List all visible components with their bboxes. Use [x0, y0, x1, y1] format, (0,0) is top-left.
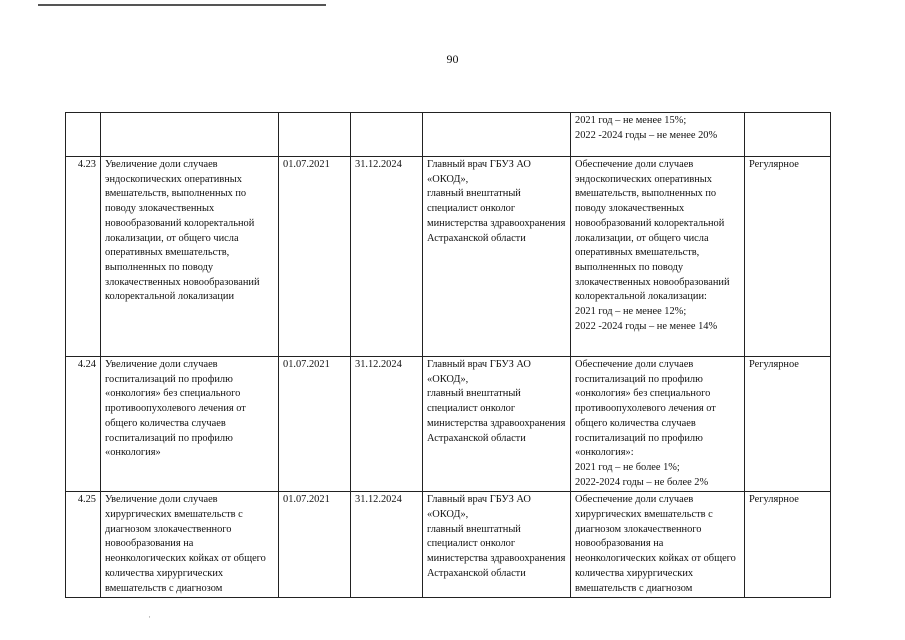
cell-num: 4.23	[66, 157, 101, 357]
cell-num: 4.25	[66, 492, 101, 598]
cell-result: Обеспечение доли случаев госпитализаций по профилю «онкология» без специального противоопухолевого лечения от общего количества случаев госпитализаций по профилю «онкология»: 2021 год – не более 1%; 2022-2024 годы – не более 2%	[571, 357, 745, 492]
cell-start	[279, 113, 351, 157]
cell-start: 01.07.2021	[279, 492, 351, 598]
cell-start: 01.07.2021	[279, 357, 351, 492]
page-number: 90	[446, 52, 459, 66]
table-row	[66, 157, 831, 357]
cell-end: 31.12.2024	[351, 357, 423, 492]
table-row	[66, 357, 831, 492]
cell-result: Обеспечение доли случаев эндоскопических оперативных вмешательств, выполненных по поводу злокачественных новообразований колоректальной локализации, от общего числа оперативных вмешательств, выполненных по поводу злокачественных новообразований колоректальной локализации: 2021 год – не менее 12%; 2022 -2024 годы – не менее 14%	[571, 157, 745, 357]
cell-frequency	[745, 113, 831, 157]
cell-responsible: Главный врач ГБУЗ АО «ОКОД», главный внештатный специалист онколог министерства здравоохранения Астраханской области	[423, 157, 571, 357]
cell-task: Увеличение доли случаев госпитализаций по профилю «онкология» без специального противоопухолевого лечения от общего количества случаев госпитализаций по профилю «онкология»	[101, 357, 279, 492]
cell-num: 4.24	[66, 357, 101, 492]
cell-result: 2021 год – не менее 15%; 2022 -2024 годы – не менее 20%	[571, 113, 745, 157]
cell-frequency: Регулярное	[745, 492, 831, 598]
scan-mark: ·	[148, 612, 151, 622]
table-row-continuation	[66, 113, 831, 157]
cell-task: Увеличение доли случаев хирургических вмешательств с диагнозом злокачественного новообразования на неонкологических койках от общего количества хирургических вмешательств с диагнозом	[101, 492, 279, 598]
cell-responsible	[423, 113, 571, 157]
cell-task	[101, 113, 279, 157]
cell-responsible: Главный врач ГБУЗ АО «ОКОД», главный внештатный специалист онколог министерства здравоохранения Астраханской области	[423, 492, 571, 598]
cell-frequency: Регулярное	[745, 157, 831, 357]
table-row	[66, 492, 831, 598]
cell-start: 01.07.2021	[279, 157, 351, 357]
cell-responsible: Главный врач ГБУЗ АО «ОКОД», главный внештатный специалист онколог министерства здравоохранения Астраханской области	[423, 357, 571, 492]
cell-result: Обеспечение доли случаев хирургических вмешательств с диагнозом злокачественного новообразования на неонкологических койках от общего количества хирургических вмешательств с диагнозом	[571, 492, 745, 598]
cell-frequency: Регулярное	[745, 357, 831, 492]
measures-table	[65, 112, 831, 598]
cell-end	[351, 113, 423, 157]
cell-task: Увеличение доли случаев эндоскопических оперативных вмешательств, выполненных по поводу злокачественных новообразований колоректальной локализации, от общего числа оперативных вмешательств, выполненных по поводу злокачественных новообразований колоректальной локализации	[101, 157, 279, 357]
cell-end: 31.12.2024	[351, 157, 423, 357]
cell-num	[66, 113, 101, 157]
cell-end: 31.12.2024	[351, 492, 423, 598]
top-rule	[38, 4, 326, 6]
